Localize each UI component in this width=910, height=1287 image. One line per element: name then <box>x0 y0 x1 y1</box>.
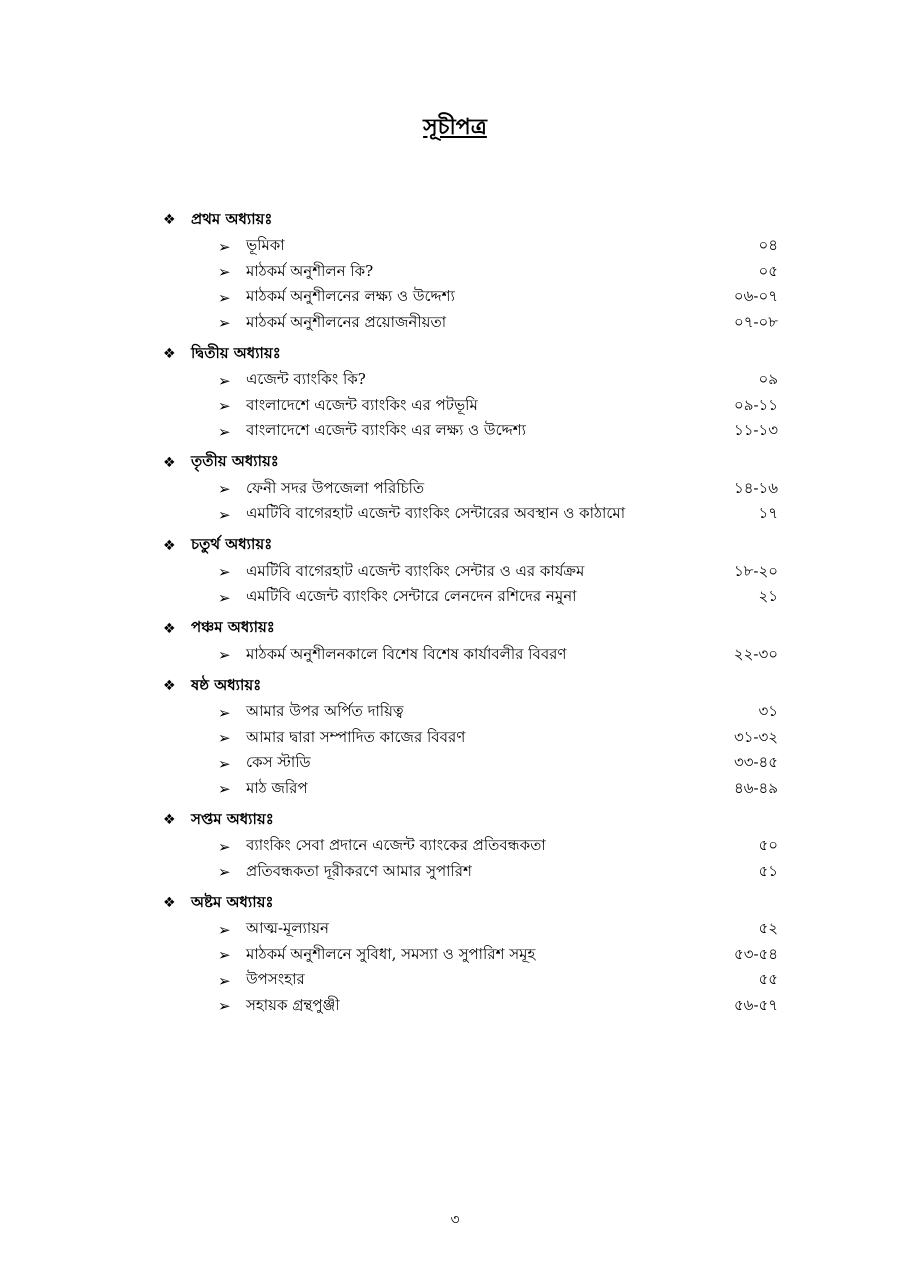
arrow-bullet-icon: ➢ <box>218 237 231 256</box>
diamond-bullet-icon: ❖ <box>163 454 176 471</box>
toc-entry-page: ১১-১৩ <box>733 421 778 440</box>
chapter-heading <box>163 889 778 917</box>
arrow-bullet-icon: ➢ <box>218 588 231 607</box>
toc-entry <box>163 419 778 445</box>
arrow-bullet-icon: ➢ <box>218 780 231 799</box>
chapter-title: প্রথম অধ্যায়ঃ <box>191 209 273 228</box>
arrow-bullet-icon: ➢ <box>218 703 231 722</box>
diamond-bullet-icon: ❖ <box>163 212 176 228</box>
toc-entry-label: এমটিবি বাগেরহাট এজেন্ট ব্যাংকিং সেন্টারের অবস্থান ও কাঠামো <box>246 504 626 523</box>
toc-entry-page: ৫২ <box>758 919 778 938</box>
toc-entry-page: ০৯-১১ <box>733 395 778 414</box>
toc-entry <box>163 860 778 886</box>
toc-entry-page: ৩১-৩২ <box>733 727 778 746</box>
toc-entry-page: ১৭ <box>758 504 778 523</box>
toc-entry-page: ০৯ <box>758 370 778 389</box>
arrow-bullet-icon: ➢ <box>218 422 231 441</box>
toc-entry <box>163 560 778 586</box>
chapter-title: ষষ্ঠ অধ্যায়ঃ <box>191 675 262 694</box>
chapter-heading <box>163 206 778 234</box>
chapter-heading <box>163 615 778 643</box>
toc-entry-label: মাঠকর্ম অনুশীলনের প্রয়োজনীয়তা <box>246 312 447 331</box>
arrow-bullet-icon: ➢ <box>218 314 231 333</box>
toc-entry-label: এমটিবি বাগেরহাট এজেন্ট ব্যাংকিং সেন্টার ও এর কার্যক্রম <box>246 561 585 580</box>
toc-entry <box>163 643 778 669</box>
toc-entry-page: ৫০ <box>758 836 778 855</box>
toc-entry <box>163 368 778 394</box>
arrow-bullet-icon: ➢ <box>218 997 231 1016</box>
arrow-bullet-icon: ➢ <box>218 263 231 282</box>
toc-entry <box>163 777 778 803</box>
chapter-heading <box>163 806 778 834</box>
toc-entry <box>163 285 778 311</box>
toc-entry-page: ৫৬-৫৭ <box>733 995 778 1014</box>
toc-entry-label: সহায়ক গ্রন্থপুঞ্জী <box>246 995 340 1014</box>
chapter-heading <box>163 672 778 700</box>
toc-entry-label: কেস স্টাডি <box>246 753 311 772</box>
toc-entry-label: উপসংহার <box>246 970 305 989</box>
toc-entry <box>163 260 778 286</box>
arrow-bullet-icon: ➢ <box>218 971 231 990</box>
arrow-bullet-icon: ➢ <box>218 288 231 307</box>
arrow-bullet-icon: ➢ <box>218 729 231 748</box>
page-number: ৩ <box>450 1212 460 1228</box>
diamond-bullet-icon: ❖ <box>163 346 176 362</box>
toc-entry-page: ৫১ <box>758 861 778 880</box>
toc-entry <box>163 502 778 528</box>
diamond-bullet-icon: ❖ <box>163 537 176 554</box>
chapter-heading <box>163 449 778 477</box>
toc-entry-label: বাংলাদেশে এজেন্ট ব্যাংকিং এর লক্ষ্য ও উদ্দেশ্য <box>246 421 526 440</box>
toc-entry <box>163 834 778 860</box>
toc-entry-label: ফেনী সদর উপজেলা পরিচিতি <box>246 478 425 497</box>
arrow-bullet-icon: ➢ <box>218 837 231 856</box>
toc-entry-label: মাঠ জরিপ <box>246 778 308 797</box>
arrow-bullet-icon: ➢ <box>218 480 231 499</box>
toc-entry-page: ১৮-২০ <box>733 561 778 580</box>
chapter-title: পঞ্চম অধ্যায়ঃ <box>191 618 275 636</box>
toc-entry <box>163 585 778 611</box>
toc-entry-page: ২২-৩০ <box>733 644 778 663</box>
toc-entry <box>163 917 778 943</box>
toc-entry-label: আমার দ্বারা সম্পাদিত কাজের বিবরণ <box>246 727 466 746</box>
toc-entry-page: ৩১ <box>758 702 778 721</box>
toc-entry-label: ব্যাংকিং সেবা প্রদানে এজেন্ট ব্যাংকের প্রতিবন্ধকতা <box>246 836 546 855</box>
toc-entry-page: ৫৫ <box>758 970 778 989</box>
toc-entry <box>163 751 778 777</box>
toc-entry <box>163 234 778 260</box>
chapter-title: চতুর্থ অধ্যায়ঃ <box>191 535 273 553</box>
toc-entry-page: ১৪-১৬ <box>733 478 778 497</box>
toc-entry-label: এজেন্ট ব্যাংকিং কি? <box>246 370 366 389</box>
diamond-bullet-icon: ❖ <box>163 812 176 828</box>
arrow-bullet-icon: ➢ <box>218 920 231 939</box>
toc-entry <box>163 726 778 752</box>
chapter-title: সপ্তম অধ্যায়ঃ <box>191 809 274 828</box>
toc-entry-label: বাংলাদেশে এজেন্ট ব্যাংকিং এর পটভূমি <box>246 395 478 414</box>
arrow-bullet-icon: ➢ <box>218 371 231 390</box>
arrow-bullet-icon: ➢ <box>218 754 231 773</box>
chapter-title: দ্বিতীয় অধ্যায়ঃ <box>191 343 281 362</box>
arrow-bullet-icon: ➢ <box>218 646 231 665</box>
toc-entry-page: ০৫ <box>758 261 778 280</box>
diamond-bullet-icon: ❖ <box>163 678 176 694</box>
arrow-bullet-icon: ➢ <box>218 946 231 965</box>
toc-entry <box>163 477 778 503</box>
toc-entry <box>163 700 778 726</box>
chapter-heading <box>163 532 778 560</box>
toc-entry-page: ২১ <box>758 587 778 606</box>
toc-entry-label: আত্ম-মূল্যায়ন <box>246 919 330 938</box>
toc-entry <box>163 943 778 969</box>
chapter-title: তৃতীয় অধ্যায়ঃ <box>191 452 279 470</box>
toc-entry-page: ০৬-০৭ <box>733 287 778 306</box>
toc-entry-label: মাঠকর্ম অনুশীলনকালে বিশেষ বিশেষ কার্যাবলীর বিবরণ <box>246 644 567 663</box>
toc-entry <box>163 968 778 994</box>
toc-entry-label: ভূমিকা <box>246 236 285 255</box>
toc-entry-label: মাঠকর্ম অনুশীলন কি? <box>246 261 374 280</box>
toc-entry-label: মাঠকর্ম অনুশীলনে সুবিধা, সমস্যা ও সুপারিশ সমূহ <box>246 944 536 963</box>
toc-entry <box>163 311 778 337</box>
arrow-bullet-icon: ➢ <box>218 863 231 882</box>
toc-entry-label: এমটিবি এজেন্ট ব্যাংকিং সেন্টারে লেনদেন রশিদের নমুনা <box>246 587 577 606</box>
toc-entry-page: ০৭-০৮ <box>733 312 778 331</box>
diamond-bullet-icon: ❖ <box>163 895 176 911</box>
toc-entry-label: আমার উপর অর্পিত দায়িত্ব <box>246 702 404 721</box>
chapter-heading <box>163 340 778 368</box>
toc-entry-page: ৪৬-৪৯ <box>733 778 778 797</box>
chapter-title: অষ্টম অধ্যায়ঃ <box>191 892 274 911</box>
table-of-contents <box>163 202 778 1019</box>
toc-entry-page: ৫৩-৫৪ <box>733 944 778 963</box>
page-title: সূচীপত্র <box>423 114 487 140</box>
diamond-bullet-icon: ❖ <box>163 620 176 637</box>
toc-entry <box>163 994 778 1020</box>
toc-entry-page: ০৪ <box>758 236 778 255</box>
arrow-bullet-icon: ➢ <box>218 397 231 416</box>
toc-entry-label: প্রতিবন্ধকতা দূরীকরণে আমার সুপারিশ <box>246 861 472 880</box>
toc-entry-page: ৩৩-৪৫ <box>733 753 778 772</box>
toc-entry-label: মাঠকর্ম অনুশীলনের লক্ষ্য ও উদ্দেশ্য <box>246 287 455 306</box>
arrow-bullet-icon: ➢ <box>218 505 231 524</box>
arrow-bullet-icon: ➢ <box>218 563 231 582</box>
toc-entry <box>163 394 778 420</box>
